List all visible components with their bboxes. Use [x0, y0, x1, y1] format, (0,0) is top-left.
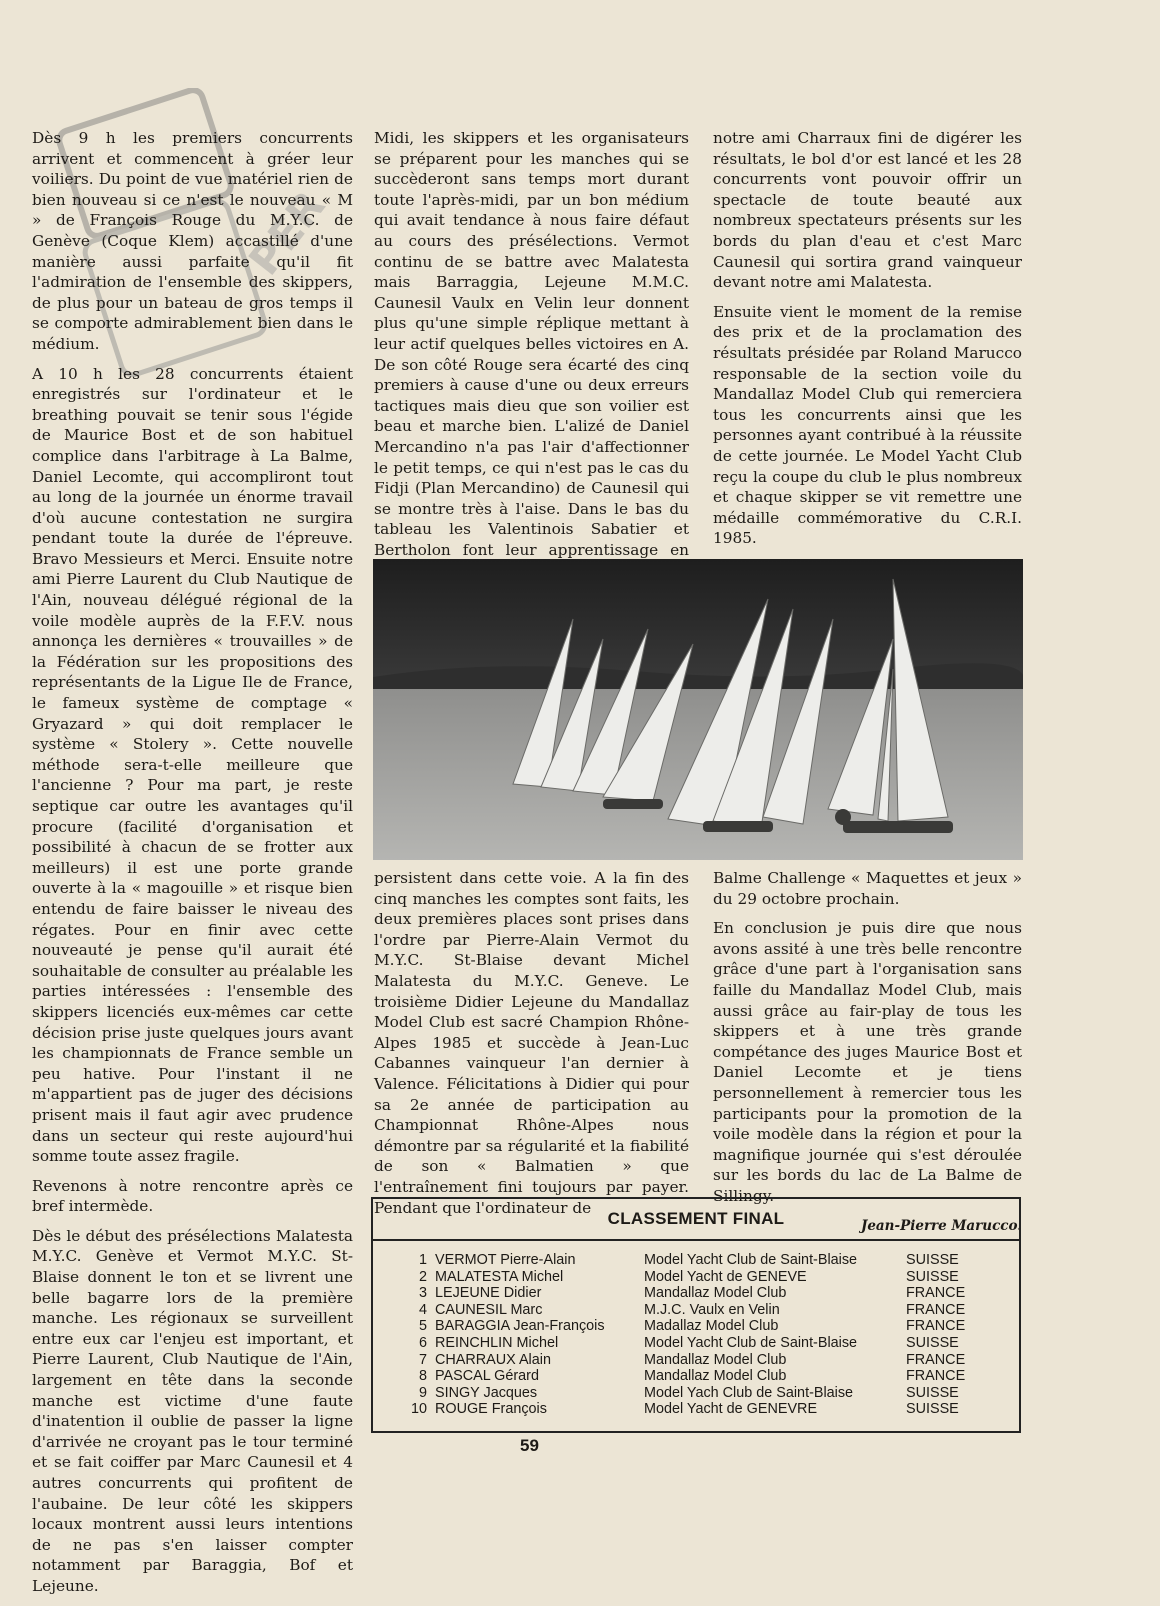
rank: 2: [418, 1268, 427, 1285]
rank: 10: [410, 1401, 427, 1418]
final-ranking-box: [371, 1197, 1021, 1433]
country: FRANCE: [906, 1301, 966, 1318]
rank: 6: [418, 1334, 427, 1351]
table-row: [373, 1269, 1019, 1286]
club-name: Model Yacht de GENEVE: [644, 1268, 807, 1285]
skipper-name: REINCHLIN Michel: [435, 1334, 559, 1351]
country: SUISSE: [906, 1268, 959, 1285]
paragraph: Ensuite vient le moment de la remise des prix et de la proclamation des résultats présidée par Roland Marucco responsable de la section voile du Mandallaz Model Club qui remerciera tous les concurrents ainsi que les personnes ayant contribué à la réussite de cette journée. Le Model Yacht Club reçu la coupe du club le plus nombreux et chaque skipper se vit remettre une médaille commémorative du C.R.I. 1985.: [713, 302, 1022, 548]
table-row: [373, 1252, 1019, 1269]
svg-text:PER: PER: [239, 181, 335, 285]
skipper-name: VERMOT Pierre-Alain: [435, 1252, 576, 1268]
rank: 4: [418, 1301, 427, 1318]
paragraph: A 10 h les 28 concurrents étaient enregistrés sur l'ordinateur et le breathing pouvait se tenir sous l'égide de Maurice Bost et de son habituel complice dans l'arbitrage à La Balme, Daniel Lecomte, qui accompliront tout au long de la journée un énorme travail d'où aucune contestation ne surgira pendant toute la durée de l'épreuve. Bravo Messieurs et Merci. Ensuite notre ami Pierre Laurent du Club Nautique de l'Ain, nouveau délégué régional de la voile modèle auprès de la F.F.V. nous annonça les dernières « trouvailles » de la Fédération sur les propositions des représentants de la Ligue Ile de France, le fameux système de comptage « Gryazard » qui doit remplacer le système « Stolery ». Cette nouvelle méthode sera-t-elle meilleure que l'ancienne ? Pour ma part, je reste septique car outre les avantages qu'il procure (facilité d'organisation et possibilité à chacun de se frotter aux meilleurs) il est une porte grande ouverte à la « magouille » et risque bien entendu de faire baisser le niveau des régates. Pour en finir avec cette nouveauté je pense qu'il aurait été souhaitable de consulter au préalable les parties intéressées : l'ensemble des skippers licenciés eux-mêmes car cette décision prise juste quelques jours avant les championnats de France semble un peu hative. Pour l'instant il ne m'appartient pas de juger des décisions prisent mais il faut agir avec prudence dans un secteur qui reste aujourd'hui somme toute assez fragile.: [32, 364, 353, 1166]
author-signature: Jean-Pierre Marucco.: [860, 1217, 1022, 1234]
paragraph: Dès 9 h les premiers concurrents arrivent et commencent à gréer leur voiliers. Du point de vue matériel rien de bien nouveau si ce n'est le nouveau « M » de François Rouge du M.Y.C. de Genève (Coque Klem) accastillé d'une manière aussi parfaite qu'il fit l'admiration de l'ensemble des skippers, de plus pour un bateau de gros temps il se comporte admirablement bien dans le médium.: [32, 129, 353, 353]
article-column-1: [32, 128, 353, 1606]
club-name: Model Yacht de GENEVRE: [644, 1401, 818, 1418]
skipper-name: ROUGE François: [435, 1401, 547, 1418]
article-column-2-bottom: [374, 868, 689, 1227]
table-row: [373, 1368, 1019, 1385]
club-name: Model Yacht Club de Saint-Blaise: [644, 1334, 858, 1351]
paragraph: notre ami Charraux fini de digérer les résultats, le bol d'or est lancé et les 28 concurrents vont pouvoir offrir un spectacle de toute beauté aux nombreux spectateurs présents sur les bords du plan d'eau et c'est Marc Caunesil qui sortira grand vainqueur devant notre ami Malatesta.: [713, 129, 1022, 292]
rank: 1: [418, 1252, 427, 1268]
paragraph: persistent dans cette voie. A la fin des cinq manches les comptes sont faits, les deux premières places sont prises dans l'ordre par Pierre-Alain Vermot du M.Y.C. St-Blaise devant Michel Malatesta du M.Y.C. Geneve. Le troisième Didier Lejeune du Mandallaz Model Club est sacré Champion Rhône-Alpes 1985 et succède à Jean-Luc Cabannes vainqueur l'an dernier à Valence. Félicitations à Didier qui pour sa 2e année de participation au Championnat Rhône-Alpes nous démontre par sa régularité et la fiabilité de son « Balmatien » que l'entraînement fini toujours par payer. Pendant que l'ordinateur de: [374, 869, 689, 1217]
skipper-name: PASCAL Gérard: [435, 1368, 539, 1385]
rank: 9: [418, 1384, 427, 1401]
table-row: [373, 1302, 1019, 1319]
title-divider: [373, 1239, 1019, 1241]
paragraph: Midi, les skippers et les organisateurs se préparent pour les manches qui se succèderont sans temps mort durant toute l'après-midi, par un bon médium qui avait tendance à nous faire défaut au cours des présélections. Vermot continu de se battre avec Malatesta mais Barraggia, Lejeune M.M.C. Caunesil Vaulx en Velin leur donnent plus qu'une simple réplique mettant à leur actif quelques belles victoires en A. De son côté Rouge sera écarté des cinq premiers à cause d'une ou deux erreurs tactiques mais dieu que son voilier est beau et marche bien. L'alizé de Daniel Mercandino n'a pas l'air d'affectionner le petit temps, ce qui n'est pas le cas du Fidji (Plan Mercandino) de Caunesil qui se montre très à l'aise. Dans le bas du tableau les Valentinois Sabatier et Bertholon font leur apprentissage en: [374, 129, 689, 559]
club-name: Mandallaz Model Club: [644, 1285, 787, 1302]
page-number: 59: [520, 1436, 539, 1455]
rank: 8: [418, 1368, 427, 1385]
skipper-name: LEJEUNE Didier: [435, 1285, 542, 1302]
rank: 3: [418, 1285, 427, 1302]
ranking-table: [373, 1252, 1019, 1418]
article-column-3-top: [713, 128, 1022, 629]
table-row: [373, 1352, 1019, 1369]
final-ranking-title: CLASSEMENT FINAL: [607, 1209, 785, 1228]
table-row: [373, 1335, 1019, 1352]
club-name: Mandallaz Model Club: [644, 1351, 787, 1368]
table-row: [373, 1401, 1019, 1418]
rank: 7: [418, 1351, 427, 1368]
regatta-photo: [373, 559, 1023, 860]
table-row: [373, 1385, 1019, 1402]
table-row: [373, 1285, 1019, 1302]
article-column-3-bottom: [713, 868, 1022, 1236]
country: SUISSE: [906, 1384, 959, 1401]
article-column-2-top: [374, 128, 689, 611]
skipper-name: BARAGGIA Jean-François: [435, 1318, 605, 1335]
skipper-name: CHARRAUX Alain: [435, 1351, 551, 1368]
club-name: Mandallaz Model Club: [644, 1368, 787, 1385]
club-name: Model Yach Club de Saint-Blaise: [644, 1384, 854, 1401]
country: FRANCE: [906, 1285, 966, 1302]
club-name: Madallaz Model Club: [644, 1318, 779, 1335]
skipper-name: SINGY Jacques: [435, 1384, 538, 1401]
rank: 5: [418, 1318, 427, 1335]
skipper-name: MALATESTA Michel: [435, 1268, 564, 1285]
country: FRANCE: [906, 1351, 966, 1368]
country: SUISSE: [906, 1401, 959, 1418]
paragraph: Dès le début des présélections Malatesta M.Y.C. Genève et Vermot M.Y.C. St-Blaise donnent le ton et se livrent une belle bagarre lors de la première manche. Les régionaux se surveillent entre eux car l'enjeu est important, et Pierre Laurent, Club Nautique de l'Ain, largement en tête dans la seconde manche est victime d'une faute d'inatention il oublie de passer la ligne d'arrivée ne croyant pas le tour terminé et se fait coiffer par Marc Caunesil et 4 autres concurrents qui profitent de l'aubaine. De leur côté les skippers locaux montrent aussi leurs intentions de ne pas s'en laisser compter notamment par Baraggia, Bof et Lejeune.: [32, 1226, 353, 1595]
paragraph: Revenons à notre rencontre après ce bref intermède.: [32, 1176, 353, 1216]
country: SUISSE: [906, 1252, 959, 1268]
country: SUISSE: [906, 1334, 959, 1351]
paragraph: Balme Challenge « Maquettes et jeux » du 29 octobre prochain.: [713, 869, 1022, 908]
paragraph: En conclusion je puis dire que nous avons assité à une très belle rencontre grâce d'une part à l'organisation sans faille du Mandallaz Model Club, mais aussi grâce au fair-play de tous les skippers et à une très grande compétance des juges Maurice Bost et Daniel Lecomte et je tiens personnellement à remercier tous les participants pour la promotion de la voile modèle dans la région et pour la magnifique journée qui s'est déroulée sur les bords du lac de La Balme de Sillingy.: [713, 919, 1022, 1205]
table-row: [373, 1318, 1019, 1335]
skipper-name: CAUNESIL Marc: [435, 1301, 543, 1318]
country: FRANCE: [906, 1368, 966, 1385]
country: FRANCE: [906, 1318, 966, 1335]
club-name: M.J.C. Vaulx en Velin: [644, 1301, 780, 1318]
club-name: Model Yacht Club de Saint-Blaise: [644, 1252, 858, 1268]
